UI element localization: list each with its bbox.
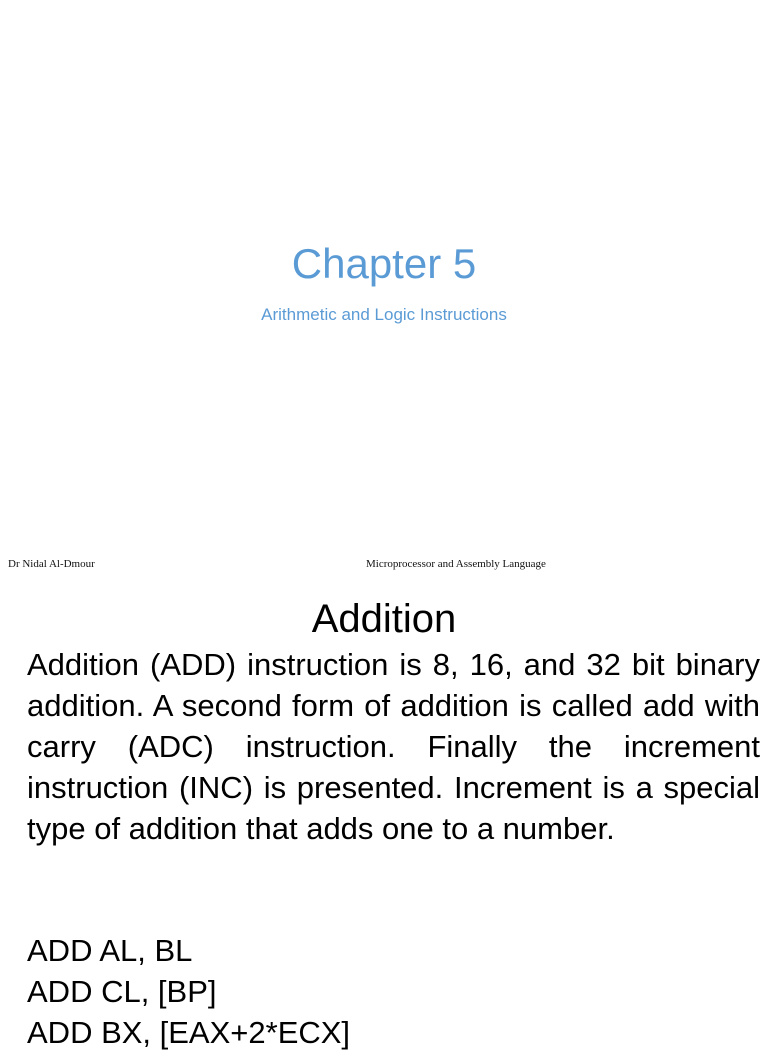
addition-slide xyxy=(0,585,768,1050)
slide-title: Addition xyxy=(311,597,457,641)
author-footer: Dr Nidal Al-Dmour xyxy=(8,558,95,570)
example-line: ADD CL, [BP] xyxy=(27,974,217,1009)
example-line: ADD BX, [EAX+2*ECX] xyxy=(27,1015,351,1050)
chapter-subtitle: Arithmetic and Logic Instructions xyxy=(261,305,507,324)
course-footer: Microprocessor and Assembly Language xyxy=(366,558,546,570)
example-instructions xyxy=(27,930,350,1053)
example-line: ADD AL, BL xyxy=(27,933,193,968)
chapter-title: Chapter 5 xyxy=(291,240,477,287)
slide-paragraph: Addition (ADD) instruction is 8, 16, and 32 bit binary addition. A second form of addition is called add with carry (ADC) instruction. Finally the increment instruction (INC) is presented. Increment is a special type of addition that adds one to a number. xyxy=(27,647,760,846)
